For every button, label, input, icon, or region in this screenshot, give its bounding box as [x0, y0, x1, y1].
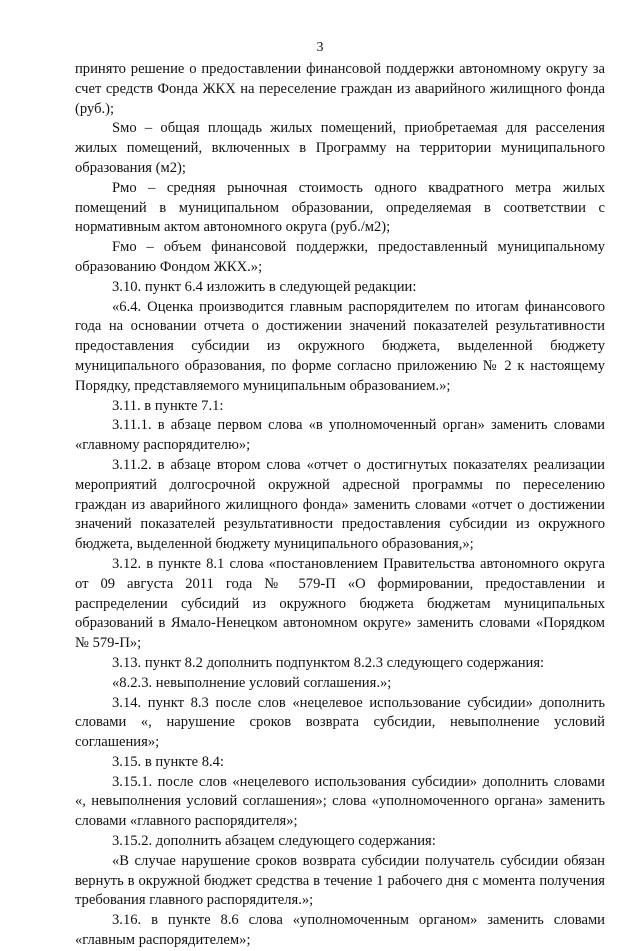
paragraph-3-15-2: 3.15.2. дополнить абзацем следующего содержания: — [112, 833, 436, 850]
paragraph-8-2-3-text: «8.2.3. невыполнение условий соглашения.»; — [112, 674, 392, 691]
paragraph-smo-definition: Sмо – общая площадь жилых помещений, приобретаемая для расселения жилых помещений, включенных в Программу на территории муниципального образования (м2); — [75, 120, 605, 176]
paragraph-pmo-definition: Рмо – средняя рыночная стоимость одного квадратного метра жилых помещений в муниципальном образовании, определяемая в соответствии с нормативным актом автономного округа (руб./м2); — [75, 179, 605, 236]
paragraph-3-13: 3.13. пункт 8.2 дополнить подпунктом 8.2.3 следующего содержания: — [112, 654, 545, 671]
paragraph-3-12: 3.12. в пункте 8.1 слова «постановлением Правительства автономного округа от 09 августа 2011 года № 579-П «О формировании, предоставлении и распределении субсидий из окружного бюджета бюджетам муниципальных образований в Ямало-Ненецком автономном округе» заменить словами «Порядком № 579-П»; — [75, 555, 605, 652]
paragraph-3-11-1: 3.11.1. в абзаце первом слова «в уполномоченный орган» заменить словами «главному распорядителю»; — [75, 417, 605, 454]
page-number: 3 — [316, 40, 324, 55]
paragraph-3-15: 3.15. в пункте 8.4: — [112, 753, 224, 770]
paragraph-3-16: 3.16. в пункте 8.6 слова «уполномоченным органом» заменить словами «главным распорядителем»; — [75, 912, 605, 949]
paragraph-3-10: 3.10. пункт 6.4 изложить в следующей редакции: — [112, 278, 417, 295]
paragraph-6-4-text: «6.4. Оценка производится главным распорядителем по итогам финансового года на основании отчета о достижении значений показателей результативности предоставления субсидии из окружного бюджета, выделенной бюджету муниципального образования, по форме согласно приложению № 2 к настоящему Порядку, представляемого муниципальным образованием.»; — [75, 298, 605, 394]
document-body — [75, 60, 605, 951]
paragraph-fmo-definition: Fмо – объем финансовой поддержки, предоставленный муниципальному образованию Фондом ЖКХ.»; — [75, 239, 605, 275]
paragraph-3-11: 3.11. в пункте 7.1: — [112, 397, 224, 414]
paragraph-3-11-2: 3.11.2. в абзаце втором слова «отчет о достигнутых показателях реализации мероприятий долгосрочной окружной адресной программы по переселению граждан из аварийного жилищного фонда» заменить словами «отчет о достижении значений показателей результативности предоставления субсидии из окружного бюджета, выделенной бюджету муниципального образования,»; — [75, 456, 605, 553]
paragraph-added-text: «В случае нарушение сроков возврата субсидии получатель субсидии обязан вернуть в окружной бюджет средства в течение 1 рабочего дня с момента получения требования главного распорядителя.»; — [75, 852, 605, 909]
paragraph-3-15-1: 3.15.1. после слов «нецелевого использования субсидии» дополнить словами «, невыполнения условий соглашения»; слова «уполномоченного органа» заменить словами «главного распорядителя»; — [75, 773, 605, 830]
paragraph-3-14: 3.14. пункт 8.3 после слов «нецелевое использование субсидии» дополнить словами «, нарушение сроков возврата субсидии, невыполнение условий соглашения»; — [75, 694, 605, 751]
paragraph-continuation: принято решение о предоставлении финансовой поддержки автономному округу за счет средств Фонда ЖКХ на переселение граждан из аварийного жилищного фонда (руб.); — [75, 61, 605, 117]
